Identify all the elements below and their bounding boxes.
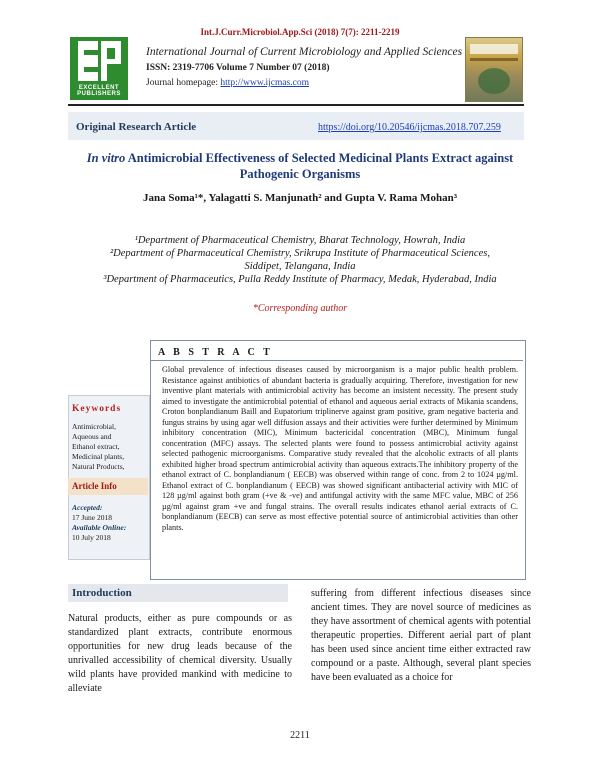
article-info-heading xyxy=(68,478,148,495)
article-dates xyxy=(72,503,146,543)
keyword: Medicinal plants, xyxy=(72,452,125,461)
homepage-label: Journal homepage: xyxy=(146,78,221,88)
doi-link[interactable]: https://doi.org/10.20546/ijcmas.2018.707.259 xyxy=(318,122,501,133)
intro-left-column: Natural products, either as pure compounds or as standardized plant extracts, contribute enormous opportunities for new drug leads because of the unrivalled accessibility of chemical diversity. Usually wild plants have provided mankind with medicine to alleviate xyxy=(68,613,292,694)
intro-right-column: suffering from different infectious diseases since ancient times. They are novel source of medicines as they have assortment of chemical agents with potential therapeutic properties. Different aerial part of plant has been used since ancient time either extracted raw compound or a paste. Although, several plant species have been evaluated as a choice for xyxy=(311,588,531,683)
keywords-heading: Keywords xyxy=(72,404,122,414)
journal-name: International Journal of Current Microbiology and Applied Sciences xyxy=(146,46,463,58)
article-type: Original Research Article xyxy=(76,121,197,133)
affiliation-1: ¹Department of Pharmaceutical Chemistry, Bharat Technology, Howrah, India xyxy=(134,235,466,246)
affiliation-3: ³Department of Pharmaceutics, Pulla Reddy Institute of Pharmacy, Medak, Hyderabad, India xyxy=(103,274,497,285)
running-head: Int.J.Curr.Microbiol.App.Sci (2018) 7(7): 2211-2219 xyxy=(200,27,400,37)
page-number: 2211 xyxy=(290,730,310,741)
keyword: Antimicrobial, xyxy=(72,422,116,431)
online-label: Available Online: xyxy=(72,523,127,532)
journal-homepage xyxy=(146,78,309,88)
title-rest: Antimicrobial Effectiveness of Selected Medicinal Plants Extract against Pathogenic Organisms xyxy=(125,151,514,181)
accepted-date: 17 June 2018 xyxy=(72,513,112,522)
keyword: Ethanol extract, xyxy=(72,442,120,451)
keyword: Natural Products, xyxy=(72,462,125,471)
corresponding-author: *Corresponding author xyxy=(252,303,348,314)
abstract-heading: A B S T R A C T xyxy=(158,347,273,358)
issn-line: ISSN: 2319-7706 Volume 7 Number 07 (2018) xyxy=(146,63,330,73)
affiliations xyxy=(68,234,532,286)
keywords-list xyxy=(72,422,146,472)
publisher-logo-text: EXCELLENT PUBLISHERS xyxy=(77,85,121,97)
introduction-heading xyxy=(68,584,288,602)
homepage-link[interactable]: http://www.ijcmas.com xyxy=(220,78,309,88)
accepted-label: Accepted: xyxy=(72,503,103,512)
article-info-label: Article Info xyxy=(72,481,117,491)
affiliation-2-cont: Siddipet, Telangana, India xyxy=(244,261,356,272)
online-date: 10 July 2018 xyxy=(72,533,111,542)
publisher-logo xyxy=(70,37,128,100)
header-rule xyxy=(68,104,524,106)
authors: Jana Soma¹*, Yalagatti S. Manjunath² and Gupta V. Rama Mohan³ xyxy=(142,192,458,204)
keyword: Aqueous and xyxy=(72,432,112,441)
title-italic: In vitro xyxy=(86,151,126,165)
abstract-text: Global prevalence of infectious diseases caused by microorganism is a major public health problem. Resistance against antibiotics of abundant bacteria is gradually acquiring. Therefore, investigation for new inventive plant materials with antimicrobial activity has become an insistent necessity. The present study aimed to investigate the antimicrobial potential of ethanol and aqueous aerial extracts of Mikania scandens, Croton bonplandianum Baill and Eupatorium triplinerve against gram positive, gram negative bacteria and fungus strains by using agar well diffusion assays and their activities were further determined by Minimum inhibitory concentration (MIC), Minimum bactericidal concentration (MBC), Minimum fungal concentration (MFC) assays. The selected plants were found to possess antimicrobial activity against selected pathogenic microorganisms. Comparative study revealed that the alcoholic extracts of all plants exhibited higher broad spectrum antimicrobial activity than aqueous extracts.The inhibitory property of the ethanol extract of C. bonplandianum ( EECB) was observed within range of conc. from 2 to 1024 µg/ml. Ethanol extract of C. bonplandianum ( EECB) was showed significant antibacterial activity with MIC of 128 µg/ml against both gram (+ve & -ve) and antifungal activity with the same MFC value, MBC of 256 µg/ml against gram +ve and fungal strains. The overall results indicates ethanol aerial extracts of C. bonplandianum (EECB) can serve as most effective potential source of antimicrobial activities than other plants. xyxy=(162,365,518,532)
introduction-label: Introduction xyxy=(72,587,132,599)
article-title xyxy=(68,150,532,182)
journal-cover-image xyxy=(465,37,523,102)
affiliation-2: ²Department of Pharmaceutical Chemistry, Srikrupa Institute of Pharmaceutical Sciences, xyxy=(110,248,490,259)
abstract-divider xyxy=(151,360,523,361)
